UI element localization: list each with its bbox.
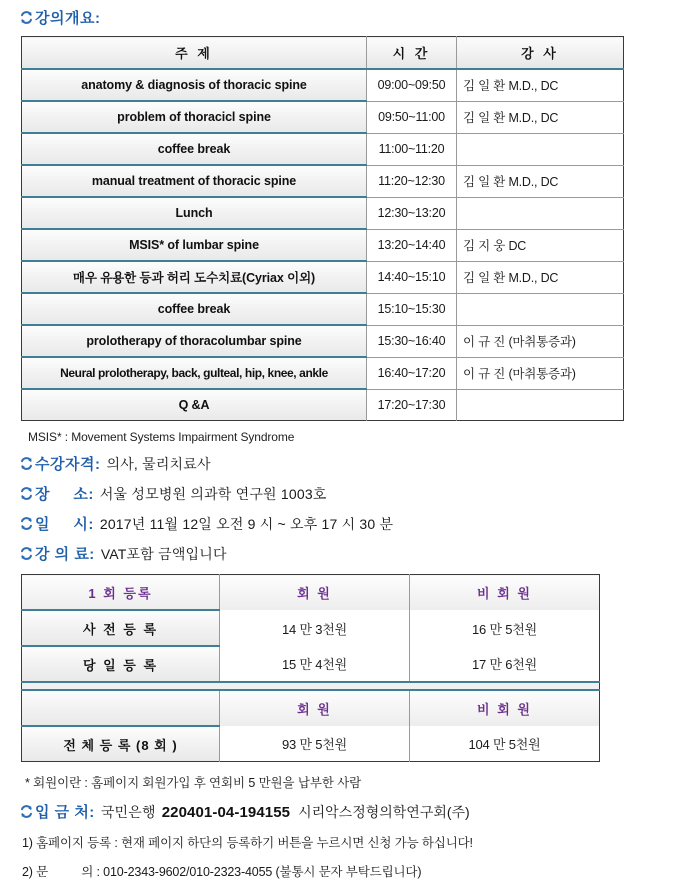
schedule-lecturer: 이 규 진 (마취통증과) xyxy=(457,357,624,389)
fee-row-label: 사 전 등 록 xyxy=(22,610,220,646)
schedule-subject: Neural prolotherapy, back, gulteal, hip, knee, ankle xyxy=(22,357,367,389)
fee-row-nonmember: 16 만 5천원 xyxy=(410,610,600,646)
schedule-time: 13:20~14:40 xyxy=(367,229,457,261)
fee-row-nonmember: 17 만 6천원 xyxy=(410,646,600,682)
info-label-eligibility: 수강자격: xyxy=(35,456,101,473)
fee-table-section-divider xyxy=(22,682,600,690)
schedule-header-subject: 주 제 xyxy=(22,37,367,70)
fee-row-member: 14 만 3천원 xyxy=(220,610,410,646)
schedule-header-lecturer: 강 사 xyxy=(457,37,624,70)
schedule-time: 15:30~16:40 xyxy=(367,325,457,357)
fee-header-single-nonmember: 비 회 원 xyxy=(410,575,600,611)
info-label-location: 장 소: xyxy=(35,486,94,503)
table-row xyxy=(22,197,624,229)
fee-table-body xyxy=(22,575,600,762)
refresh-circular-arrows-icon xyxy=(19,804,34,819)
schedule-subject: 매우 유용한 등과 허리 도수치료(Cyriax 이외) xyxy=(22,261,367,293)
refresh-circular-arrows-icon xyxy=(19,486,34,501)
schedule-lecturer: 김 지 웅 DC xyxy=(457,229,624,261)
schedule-time: 17:20~17:30 xyxy=(367,389,457,421)
schedule-table-wrapper xyxy=(21,36,623,421)
fee-header-single-label: 1 회 등록 xyxy=(22,575,220,611)
info-value-datetime: 2017년 11월 12일 오전 9 시 ~ 오후 17 시 30 분 xyxy=(99,516,394,532)
schedule-time: 11:20~12:30 xyxy=(367,165,457,197)
info-row-eligibility xyxy=(0,453,691,474)
schedule-lecturer xyxy=(457,197,624,229)
table-row xyxy=(22,325,624,357)
registration-note-2: 2) 문 의 : 010-2343-9602/010-2323-4055 (불통시 문자 부탁드립니다) xyxy=(22,865,422,879)
schedule-subject: prolotherapy of thoracolumbar spine xyxy=(22,325,367,357)
table-row xyxy=(22,293,624,325)
fee-row-member: 15 만 4천원 xyxy=(220,646,410,682)
schedule-table-body xyxy=(22,37,624,421)
table-row xyxy=(22,646,600,682)
bank-account-row xyxy=(0,801,691,822)
page-title-row xyxy=(0,7,691,28)
schedule-lecturer xyxy=(457,133,624,165)
bank-name: 국민은행 xyxy=(100,804,156,820)
course-info-block xyxy=(0,453,691,564)
table-row xyxy=(22,229,624,261)
schedule-subject: manual treatment of thoracic spine xyxy=(22,165,367,197)
schedule-time: 09:00~09:50 xyxy=(367,69,457,101)
fee-header-full-nonmember: 비 회 원 xyxy=(410,690,600,726)
schedule-header-row xyxy=(22,37,624,70)
refresh-circular-arrows-icon xyxy=(19,456,34,471)
schedule-time: 11:00~11:20 xyxy=(367,133,457,165)
schedule-time: 16:40~17:20 xyxy=(367,357,457,389)
table-row xyxy=(22,133,624,165)
fee-divider-cell xyxy=(22,682,600,690)
bank-label: 입 금 처: xyxy=(35,804,95,821)
info-row-location xyxy=(0,483,691,504)
info-label-fee: 강 의 료: xyxy=(35,546,95,563)
table-row xyxy=(22,357,624,389)
schedule-lecturer: 김 일 환 M.D., DC xyxy=(457,165,624,197)
registration-note-1: 1) 홈페이지 등록 : 현재 페이지 하단의 등록하기 버튼을 누르시면 신청 가능 하십니다! xyxy=(22,836,473,850)
fee-row-nonmember: 104 만 5천원 xyxy=(410,726,600,762)
member-definition-note: * 회원이란 : 홈페이지 회원가입 후 연회비 5 만원을 납부한 사람 xyxy=(25,776,362,790)
schedule-subject: anatomy & diagnosis of thoracic spine xyxy=(22,69,367,101)
schedule-lecturer xyxy=(457,389,624,421)
table-row xyxy=(22,389,624,421)
fee-header-row-full xyxy=(22,690,600,726)
table-row xyxy=(22,610,600,646)
fee-row-member: 93 만 5천원 xyxy=(220,726,410,762)
bank-organization: 시리악스정형의학연구회(주) xyxy=(298,804,470,820)
info-row-datetime xyxy=(0,513,691,534)
table-row xyxy=(22,69,624,101)
schedule-lecturer: 김 일 환 M.D., DC xyxy=(457,69,624,101)
schedule-time: 09:50~11:00 xyxy=(367,101,457,133)
msis-note: MSIS* : Movement Systems Impairment Syndrome xyxy=(28,430,295,444)
info-value-fee: VAT포함 금액입니다 xyxy=(100,546,227,562)
table-row xyxy=(22,726,600,762)
schedule-subject: problem of thoracicl spine xyxy=(22,101,367,133)
schedule-lecturer: 김 일 환 M.D., DC xyxy=(457,261,624,293)
schedule-lecturer xyxy=(457,293,624,325)
info-label-datetime: 일 시: xyxy=(35,516,94,533)
info-value-location: 서울 성모병원 의과학 연구원 1003호 xyxy=(99,486,327,502)
table-row xyxy=(22,261,624,293)
fee-row-label: 전 체 등 록 (8 회 ) xyxy=(22,726,220,762)
bank-account-number: 220401-04-194155 xyxy=(161,804,291,821)
schedule-subject: Q &A xyxy=(22,389,367,421)
schedule-subject: coffee break xyxy=(22,133,367,165)
refresh-circular-arrows-icon xyxy=(19,10,34,25)
info-row-fee xyxy=(0,543,691,564)
fee-row-label: 당 일 등 록 xyxy=(22,646,220,682)
schedule-lecturer: 김 일 환 M.D., DC xyxy=(457,101,624,133)
page-title: 강의개요: xyxy=(35,10,101,27)
schedule-time: 14:40~15:10 xyxy=(367,261,457,293)
fee-header-row-single xyxy=(22,575,600,611)
fee-header-single-member: 회 원 xyxy=(220,575,410,611)
schedule-subject: Lunch xyxy=(22,197,367,229)
fee-table-wrapper xyxy=(21,574,599,762)
schedule-table xyxy=(21,36,624,421)
fee-header-full-label xyxy=(22,690,220,726)
refresh-circular-arrows-icon xyxy=(19,546,34,561)
info-value-eligibility: 의사, 물리치료사 xyxy=(106,456,211,472)
schedule-subject: MSIS* of lumbar spine xyxy=(22,229,367,261)
refresh-circular-arrows-icon xyxy=(19,516,34,531)
schedule-subject: coffee break xyxy=(22,293,367,325)
schedule-lecturer: 이 규 진 (마취통증과) xyxy=(457,325,624,357)
schedule-header-time: 시 간 xyxy=(367,37,457,70)
table-row xyxy=(22,101,624,133)
schedule-time: 15:10~15:30 xyxy=(367,293,457,325)
schedule-time: 12:30~13:20 xyxy=(367,197,457,229)
fee-header-full-member: 회 원 xyxy=(220,690,410,726)
table-row xyxy=(22,165,624,197)
fee-table xyxy=(21,574,600,762)
